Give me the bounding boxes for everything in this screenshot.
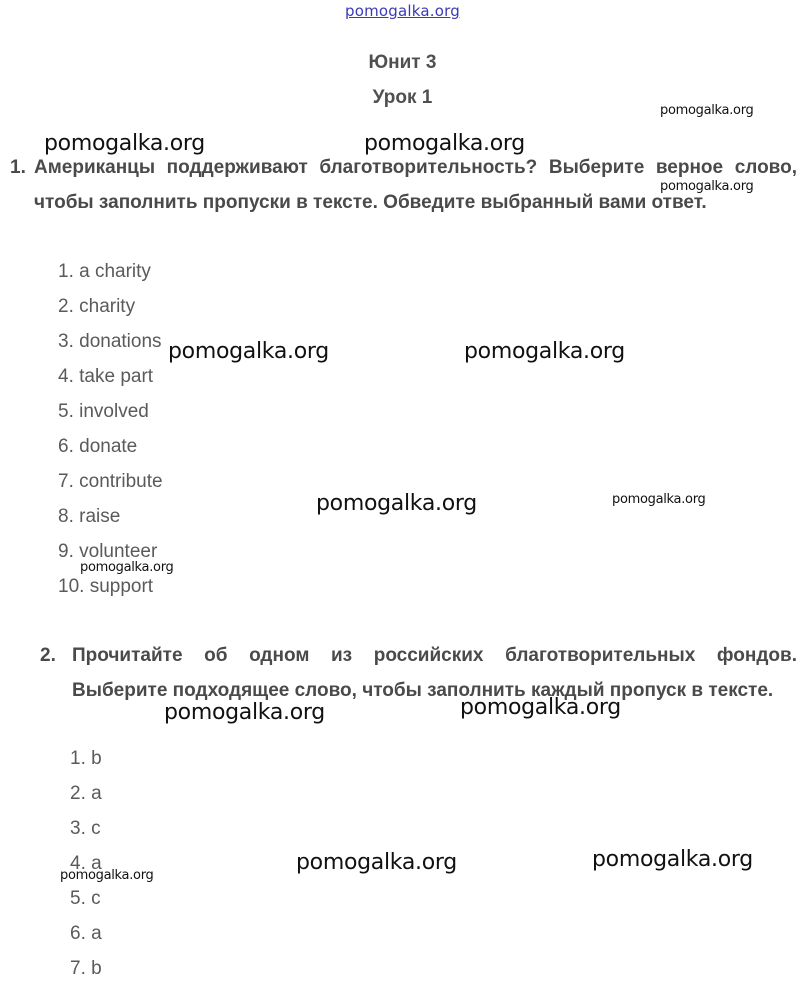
question-2-number: 2.: [40, 645, 56, 666]
watermark: pomogalka.org: [660, 179, 754, 194]
watermark: pomogalka.org: [612, 492, 706, 507]
watermark: pomogalka.org: [660, 103, 754, 118]
question-2-answer-list: [70, 741, 102, 986]
watermark: pomogalka.org: [464, 339, 625, 364]
watermark: pomogalka.org: [164, 700, 325, 725]
question-1-text: Американцы поддерживают благотворительность? Выберите верное слово, чтобы заполнить пропуски в тексте. Обведите выбранный вами ответ.: [34, 157, 797, 213]
list-item: 3. c: [70, 818, 101, 839]
list-item: 1. a charity: [58, 261, 151, 282]
watermark: pomogalka.org: [168, 339, 329, 364]
list-item: 5. involved: [58, 401, 149, 422]
watermark: pomogalka.org: [460, 695, 621, 720]
lesson-title: Урок 1: [372, 87, 433, 108]
list-item: 10. support: [58, 576, 154, 597]
list-item: 9. volunteer: [58, 541, 158, 562]
list-item: 2. a: [70, 783, 102, 804]
list-item: 4. take part: [58, 366, 154, 387]
watermark: pomogalka.org: [316, 491, 477, 516]
question-1-answer-list: [58, 254, 163, 604]
list-item: 7. b: [70, 958, 102, 979]
list-item: 6. a: [70, 923, 102, 944]
watermark: pomogalka.org: [80, 560, 174, 575]
question-2-text: Прочитайте об одном из российских благотворительных фондов. Выберите подходящее слово, чтобы заполнить каждый пропуск в тексте.: [72, 645, 797, 701]
list-item: 2. charity: [58, 296, 136, 317]
question-1-number: 1.: [10, 157, 26, 178]
list-item: 4. a: [70, 853, 102, 874]
site-link[interactable]: pomogalka.org: [345, 2, 460, 20]
watermark: pomogalka.org: [364, 131, 525, 156]
list-item: 8. raise: [58, 506, 121, 527]
watermark: pomogalka.org: [60, 868, 154, 883]
question-2: [40, 638, 797, 708]
watermark: pomogalka.org: [592, 847, 753, 872]
list-item: 5. c: [70, 888, 101, 909]
list-item: 7. contribute: [58, 471, 163, 492]
list-item: 6. donate: [58, 436, 138, 457]
watermark: pomogalka.org: [296, 850, 457, 875]
watermark: pomogalka.org: [44, 131, 205, 156]
unit-title: Юнит 3: [368, 52, 437, 73]
list-item: 3. donations: [58, 331, 162, 352]
list-item: 1. b: [70, 748, 102, 769]
